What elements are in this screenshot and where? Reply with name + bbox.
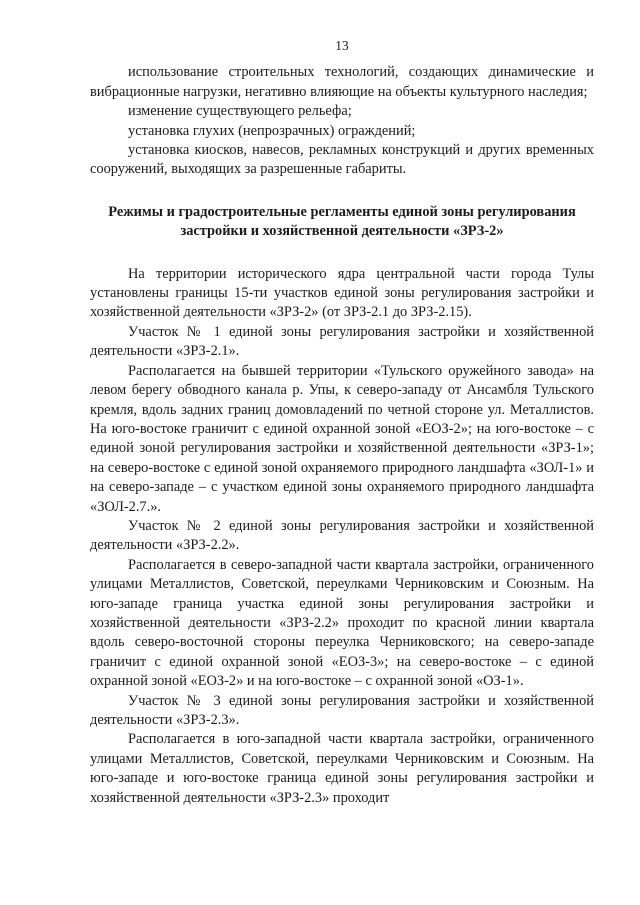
page-number: 13	[335, 38, 349, 53]
section-body	[90, 265, 594, 808]
paragraph: Участок № 2 единой зоны регулирования застройки и хозяйственной деятельности «ЗРЗ-2.2».	[90, 517, 594, 554]
heading-line-1: Режимы и градостроительные регламенты единой зоны регулирования	[108, 203, 576, 220]
list-item: использование строительных технологий, создающих динамические и вибрационные нагрузки, негативно влияющие на объекты культурного наследия;	[90, 64, 594, 100]
paragraph: Располагается в юго-западной части квартала застройки, ограниченного улицами Металлистов, Советской, переулками Черниковским и Союзным. На юго-западе и юго-востоке граница единой зоны регулирования застройки и хозяйственной деятельности «ЗРЗ-2.3» проходит	[90, 731, 594, 806]
heading-line-2: застройки и хозяйственной деятельности «ЗРЗ-2»	[180, 223, 504, 240]
list-item: изменение существующего рельефа;	[128, 103, 352, 120]
paragraph: Участок № 1 единой зоны регулирования застройки и хозяйственной деятельности «ЗРЗ-2.1».	[90, 323, 594, 360]
section-heading	[90, 203, 594, 242]
restrictions-list	[90, 63, 594, 179]
list-item: установка киосков, навесов, рекламных конструкций и других временных сооружений, выходящих за разрешенные габариты.	[90, 142, 594, 178]
paragraph: Располагается в северо-западной части квартала застройки, ограниченного улицами Металлистов, Советской, переулками Черниковским и Союзным. На юго-западе граница участка единой зоны регулирования застройки и хозяйственной деятельности «ЗРЗ-2.2» проходит по красной линии квартала вдоль северо-восточной стороны переулка Черниковского; на северо-западе граничит с единой охранной зоной «ЕОЗ-3»; на северо-востоке – с единой охранной зоной «ЕОЗ-2» и на юго-востоке – с охранной зоной «ОЗ-1».	[90, 556, 594, 690]
paragraph: Участок № 3 единой зоны регулирования застройки и хозяйственной деятельности «ЗРЗ-2.3».	[90, 692, 594, 728]
paragraph: Располагается на бывшей территории «Тульского оружейного завода» на левом берегу обводного канала р. Упы, к северо-западу от Ансамбля Тульского кремля, вдоль задних границ домовладений по четной стороне ул. Металлистов. На юго-востоке граничит с единой охранной зоной «ЕОЗ-2»; на юго-востоке – с единой зоной регулирования застройки и хозяйственной деятельности «ЗРЗ-1»; на северо-востоке с единой зоной охраняемого природного ландшафта «ЗОЛ-1» и на северо-западе – с участком единой зоны охраняемого природного ландшафта «ЗОЛ-2.7.».	[90, 362, 594, 515]
list-item: установка глухих (непрозрачных) ограждений;	[128, 122, 416, 139]
paragraph: На территории исторического ядра центральной части города Тулы установлены границы 15-ти участков единой зоны регулирования застройки и хозяйственной деятельности «ЗРЗ-2» (от ЗРЗ-2.1 до ЗРЗ-2.15).	[90, 265, 594, 321]
